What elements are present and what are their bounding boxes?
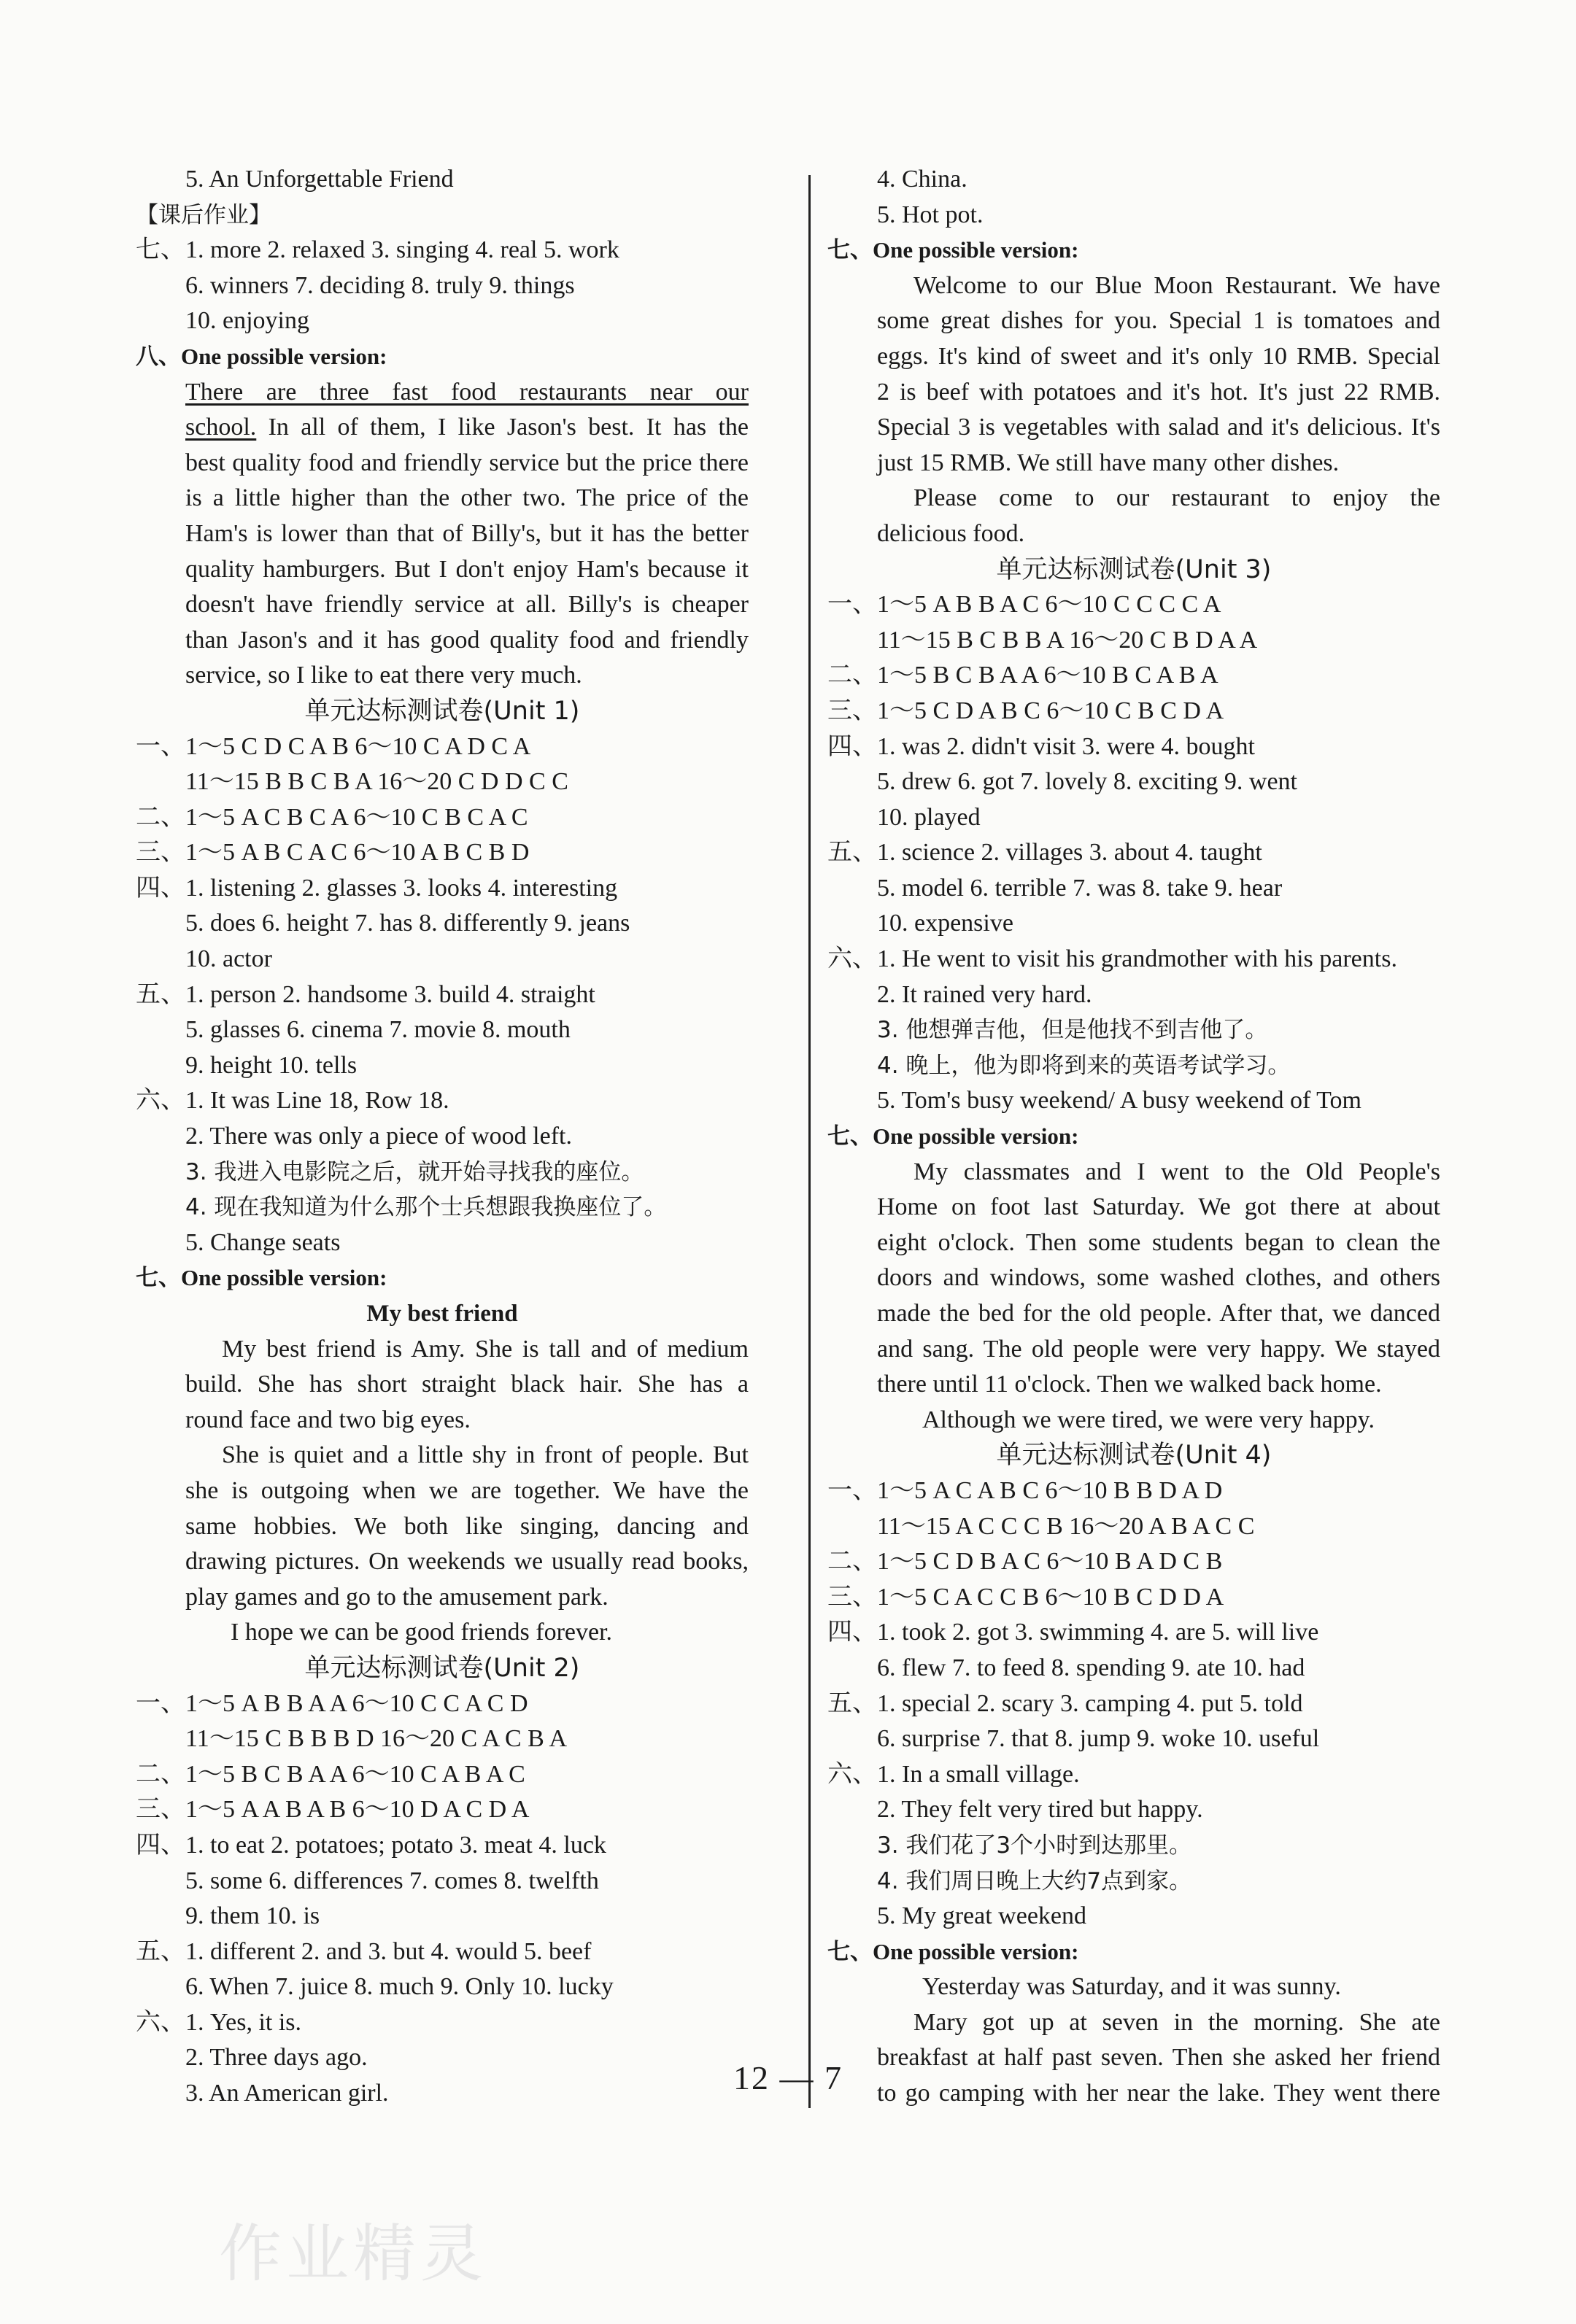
- right-column-line: just 15 RMB. We still have many other dishes.: [877, 449, 1340, 476]
- left-column-line: 五、1. different 2. and 3. but 4. would 5. beef: [136, 1937, 592, 1965]
- watermark: 作业精灵: [219, 2218, 487, 2290]
- right-column-line: made the bed for the old people. After that, we danced: [877, 1300, 1440, 1327]
- right-column-line: doors and windows, some washed clothes, and others: [877, 1264, 1440, 1292]
- right-column-line: 4. China.: [877, 166, 967, 193]
- left-column-line: than Jason's and it has good quality food and friendly: [185, 626, 749, 654]
- right-column-line: My classmates and I went to the Old People's: [913, 1158, 1440, 1185]
- left-column-line: 6. When 7. juice 8. much 9. Only 10. lucky: [185, 1973, 614, 2001]
- left-column-line: play games and go to the amusement park.: [185, 1583, 609, 1611]
- right-column-line: 四、1. was 2. didn't visit 3. were 4. bought: [827, 732, 1255, 760]
- left-column-line: 5. some 6. differences 7. comes 8. twelfth: [185, 1867, 599, 1894]
- left-column-line: 5. Change seats: [185, 1228, 341, 1256]
- left-column-line: 11～15 B B C B A 16～20 C D D C C: [185, 768, 568, 796]
- left-column-line: build. She has short straight black hair. She has a: [185, 1371, 749, 1398]
- right-column-line: 10. expensive: [877, 910, 1013, 937]
- right-column-line: 六、1. In a small village.: [827, 1760, 1080, 1788]
- left-column-line: 六、1. Yes, it is.: [136, 2008, 302, 2036]
- left-column-line: 9. height 10. tells: [185, 1051, 358, 1079]
- right-column-line: Welcome to our Blue Moon Restaurant. We have: [913, 271, 1440, 299]
- left-column-line: 11～15 C B B B D 16～20 C A C B A: [185, 1725, 568, 1753]
- left-column-line: school. In all of them, I like Jason's best. It has the: [185, 414, 749, 441]
- right-column-line: eight o'clock. Then some students began to clean the: [877, 1228, 1440, 1256]
- column-divider: [808, 175, 811, 2108]
- left-column-line: 七、1. more 2. relaxed 3. singing 4. real 5. work: [136, 236, 619, 264]
- left-column-line: same hobbies. We both like singing, dancing and: [185, 1512, 749, 1540]
- left-column-line: Ham's is lower than that of Billy's, but it has the better: [185, 519, 749, 547]
- left-column-line: 6. winners 7. deciding 8. truly 9. things: [185, 271, 575, 299]
- right-column-line: Although we were tired, we were very happy.: [922, 1406, 1375, 1433]
- right-column-line: 6. flew 7. to feed 8. spending 9. ate 10. had: [877, 1654, 1305, 1681]
- right-column-line: 10. played: [877, 803, 981, 831]
- left-column-line: 5. An Unforgettable Friend: [185, 166, 454, 193]
- right-column-line: there until 11 o'clock. Then we walked back home.: [877, 1371, 1382, 1398]
- right-column-line: 三、1～5 C D A B C 6～10 C B C D A: [827, 697, 1224, 724]
- left-column-line: 八、One possible version:: [136, 343, 387, 369]
- right-column-line: 单元达标测试卷(Unit 4): [996, 1441, 1272, 1471]
- left-column-line: My best friend: [366, 1301, 518, 1327]
- right-column-line: breakfast at half past seven. Then she asked her friend: [877, 2044, 1440, 2072]
- right-column-line: 2 is beef with potatoes and it's hot. It's just 22 RMB.: [877, 378, 1440, 406]
- left-column-line: 2. Three days ago.: [185, 2044, 368, 2072]
- right-column-line: Special 3 is vegetables with salad and it's delicious. It's: [877, 414, 1440, 441]
- right-column-line: 5. drew 6. got 7. lovely 8. exciting 9. went: [877, 768, 1298, 796]
- right-column-line: 5. Hot pot.: [877, 201, 984, 228]
- left-column-line: 五、1. person 2. handsome 3. build 4. straight: [136, 980, 595, 1008]
- page-number: 12 — 7: [733, 2059, 843, 2096]
- left-column-line: 5. does 6. height 7. has 8. differently 9. jeans: [185, 910, 630, 937]
- left-column-line: she is outgoing when we are together. We have the: [185, 1476, 749, 1504]
- right-column-line: 七、One possible version:: [827, 1938, 1079, 1964]
- left-column-line: 10. enjoying: [185, 307, 309, 335]
- right-column-line: 5. Tom's busy weekend/ A busy weekend of Tom: [877, 1087, 1361, 1115]
- right-column-line: delicious food.: [877, 519, 1025, 547]
- left-column-line: 六、1. It was Line 18, Row 18.: [136, 1087, 449, 1115]
- left-column-line: doesn't have friendly service at all. Billy's is cheaper: [185, 591, 749, 619]
- left-column-line: service, so I like to eat there very much.: [185, 662, 582, 689]
- left-column-line: 一、1～5 A B B A A 6～10 C C A C D: [136, 1689, 528, 1717]
- right-column-line: 六、1. He went to visit his grandmother with his parents.: [827, 945, 1397, 973]
- left-column-line: 三、1～5 A A B A B 6～10 D A C D A: [136, 1796, 530, 1824]
- left-column-line: best quality food and friendly service but the price there: [185, 449, 749, 476]
- left-column-line: 3. An American girl.: [185, 2080, 389, 2107]
- right-column-line: 2. They felt very tired but happy.: [877, 1796, 1203, 1824]
- right-column-line: 4. 我们周日晚上大约7点到家。: [877, 1867, 1192, 1894]
- right-column-line: 一、1～5 A B B A C 6～10 C C C C A: [827, 591, 1221, 619]
- right-column-line: 3. 他想弹吉他，但是他找不到吉他了。: [877, 1017, 1268, 1044]
- left-column-line: 单元达标测试卷(Unit 2): [304, 1653, 580, 1683]
- right-column-line: 单元达标测试卷(Unit 3): [996, 554, 1272, 584]
- right-column-line: eggs. It's kind of sweet and it's only 10 RMB. Special: [877, 342, 1440, 370]
- right-column-line: 七、One possible version:: [827, 237, 1079, 263]
- left-column-line: is a little higher than the other two. The price of the: [185, 484, 749, 512]
- left-column-line: 4. 现在我知道为什么那个士兵想跟我换座位了。: [185, 1194, 667, 1221]
- right-column-line: 5. My great weekend: [877, 1902, 1087, 1930]
- right-column-line: and sang. The old people were very happy. We stayed: [877, 1335, 1440, 1363]
- right-column-line: some great dishes for you. Special 1 is tomatoes and: [877, 307, 1440, 335]
- left-column-line: 二、1～5 A C B C A 6～10 C B C A C: [136, 803, 528, 831]
- left-column-line: 三、1～5 A B C A C 6～10 A B C B D: [136, 839, 530, 867]
- left-column-line: quality hamburgers. But I don't enjoy Ham's because it: [185, 555, 749, 583]
- right-column-line: 七、One possible version:: [827, 1123, 1079, 1150]
- left-column-line: round face and two big eyes.: [185, 1406, 471, 1433]
- right-column-line: 二、1～5 B C B A A 6～10 B C A B A: [827, 662, 1218, 689]
- left-column-line: 四、1. listening 2. glasses 3. looks 4. interesting: [136, 874, 618, 902]
- left-column-line: 2. There was only a piece of wood left.: [185, 1123, 572, 1150]
- left-column: [136, 162, 749, 2112]
- right-column-line: 四、1. took 2. got 3. swimming 4. are 5. will live: [827, 1619, 1319, 1646]
- left-column-line: 单元达标测试卷(Unit 1): [304, 696, 580, 726]
- right-column-line: Yesterday was Saturday, and it was sunny.: [922, 1973, 1341, 2001]
- right-column-line: 3. 我们花了3个小时到达那里。: [877, 1832, 1192, 1859]
- left-column-line: There are three fast food restaurants near our: [185, 378, 749, 406]
- left-column-line: 四、1. to eat 2. potatoes; potato 3. meat 4. luck: [136, 1831, 606, 1859]
- right-column: [827, 162, 1440, 2112]
- right-column-line: Home on foot last Saturday. We got there at about: [877, 1193, 1440, 1221]
- left-column-line: My best friend is Amy. She is tall and of medium: [222, 1335, 749, 1363]
- left-column-line: I hope we can be good friends forever.: [231, 1619, 613, 1646]
- right-column-line: 4. 晚上，他为即将到来的英语考试学习。: [877, 1052, 1291, 1079]
- right-column-line: Please come to our restaurant to enjoy the: [913, 484, 1440, 512]
- right-column-line: 一、1～5 A C A B C 6～10 B B D A D: [827, 1476, 1223, 1504]
- left-column-line: 10. actor: [185, 945, 272, 973]
- right-column-line: Mary got up at seven in the morning. She ate: [913, 2008, 1440, 2036]
- left-column-line: 七、One possible version:: [136, 1265, 387, 1291]
- left-column-line: 3. 我进入电影院之后，就开始寻找我的座位。: [185, 1158, 644, 1185]
- right-column-line: 二、1～5 C D B A C 6～10 B A D C B: [827, 1548, 1223, 1576]
- right-column-line: 五、1. special 2. scary 3. camping 4. put 5. told: [827, 1689, 1303, 1717]
- left-column-line: 一、1～5 C D C A B 6～10 C A D C A: [136, 732, 531, 760]
- right-column-line: 三、1～5 C A C C B 6～10 B C D D A: [827, 1583, 1224, 1611]
- left-column-line: drawing pictures. On weekends we usually read books,: [185, 1548, 749, 1576]
- right-column-line: 6. surprise 7. that 8. jump 9. woke 10. useful: [877, 1725, 1320, 1753]
- right-column-line: to go camping with her near the lake. They went there: [877, 2080, 1440, 2107]
- left-column-line: 【课后作业】: [136, 201, 271, 228]
- left-column-line: 二、1～5 B C B A A 6～10 C A B A C: [136, 1760, 525, 1788]
- right-column-line: 2. It rained very hard.: [877, 980, 1092, 1008]
- right-column-line: 11～15 B C B B A 16～20 C B D A A: [877, 626, 1258, 654]
- left-column-line: She is quiet and a little shy in front of people. But: [222, 1441, 749, 1469]
- right-column-line: 5. model 6. terrible 7. was 8. take 9. hear: [877, 874, 1283, 902]
- left-column-line: 5. glasses 6. cinema 7. movie 8. mouth: [185, 1016, 571, 1044]
- right-column-line: 五、1. science 2. villages 3. about 4. taught: [827, 839, 1262, 867]
- right-column-line: 11～15 A C C C B 16～20 A B A C C: [877, 1512, 1255, 1540]
- left-column-line: 9. them 10. is: [185, 1902, 320, 1930]
